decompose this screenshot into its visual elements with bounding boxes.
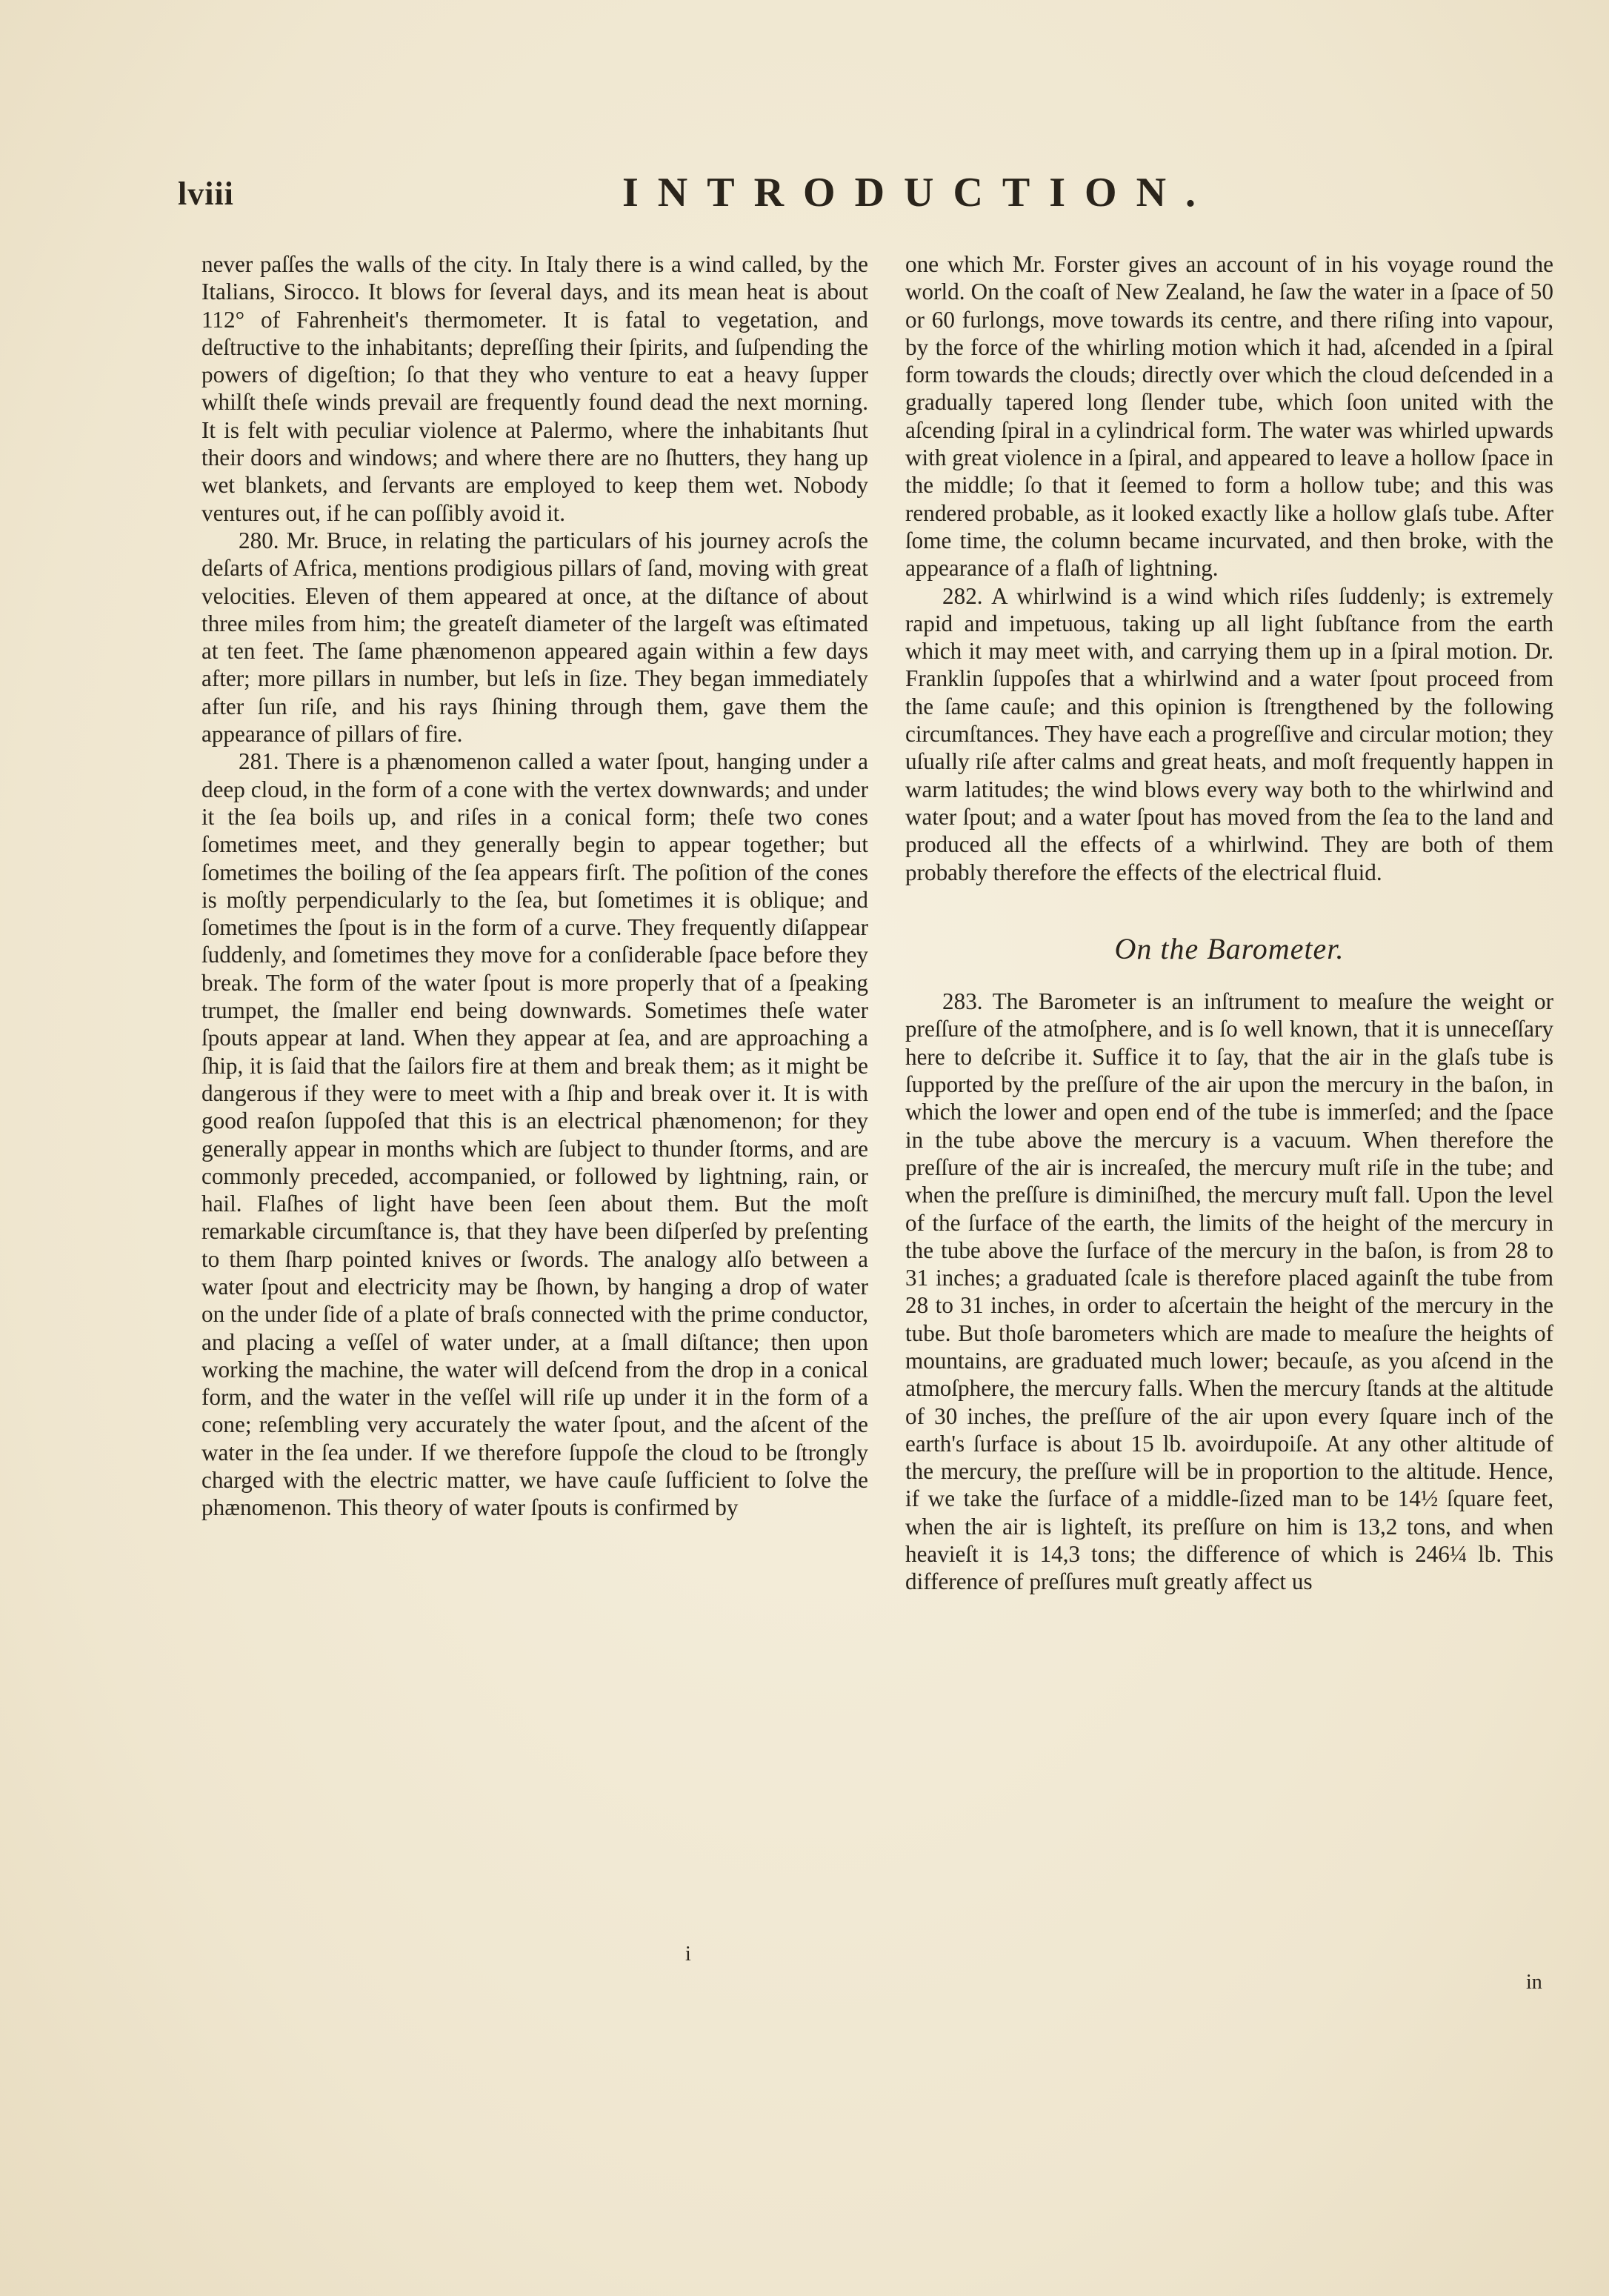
- left-column: [201, 250, 868, 1522]
- catchword: in: [1526, 1971, 1542, 1994]
- signature-mark: i: [685, 1943, 691, 1966]
- paragraph-282: 282. A whirlwind is a wind which riſes ſuddenly; is extremely rapid and impetuous, taking up all light ſubſtance from the earth which it may meet with, and carrying them up in a ſpiral motion. Dr. Franklin ſuppoſes that a whirlwind and a water ſpout proceed from the ſame cauſe; and this opinion is ſtrengthened by the following circumſtances. They have each a progreſſive and circular motion; they uſually riſe after calms and great heats, and moſt frequently happen in warm latitudes; the wind blows every way both to the whirlwind and water ſpout; and a water ſpout has moved from the ſea to the land and produced all the effects of a whirlwind. They are both of them probably therefore the effects of the electrical fluid.: [905, 582, 1553, 885]
- page-number: lviii: [178, 176, 234, 212]
- running-title: INTRODUCTION.: [622, 170, 1216, 216]
- section-heading: On the Barometer.: [1114, 931, 1345, 965]
- paragraph-280: 280. Mr. Bruce, in relating the particulars of his journey acroſs the deſarts of Africa, mentions prodigious pillars of ſand, moving with great velocities. Eleven of them appeared at once, at the diſtance of about three miles from him; the greateſt diameter of the largeſt was eſtimated at ten feet. The ſame phænomenon appeared again within a few days after; more pillars in number, but leſs in ſize. They began immediately after ſun riſe, and his rays ſhining through them, gave them the appearance of pillars of fire.: [201, 527, 868, 748]
- paragraph-continuation-right: one which Mr. Forster gives an account of in his voyage round the world. On the coaſt of New Zealand, he ſaw the water in a ſpace of 50 or 60 furlongs, move towards its centre, and there riſing into vapour, by the force of the whirling motion which it had, aſcended in a ſpiral form towards the clouds; directly over which the cloud deſcended in a gradually tapered long ſlender tube, which ſoon united with the aſcending ſpiral in a cylindrical form. The water was whirled upwards with great violence in a ſpiral, and appeared to leave a hollow ſpace in the middle; ſo that it ſeemed to form a hollow tube; and this was rendered probable, as it looked exactly like a hollow glaſs tube. After ſome time, the column became incurvated, and then broke, with the appearance of a flaſh of lightning.: [905, 251, 1553, 582]
- paragraph-283: 283. The Barometer is an inſtrument to meaſure the weight or preſſure of the atmoſphere, and is ſo well known, that it is unneceſſary here to deſcribe it. Suffice it to ſay, that the air in the glaſs tube is ſupported by the preſſure of the air upon the mercury in the baſon, in which the lower and open end of the tube is immerſed; and the ſpace in the tube above the mercury is a vacuum. When therefore the preſſure of the air is increaſed, the mercury muſt riſe in the tube; and when the preſſure is diminiſhed, the mercury muſt fall. Upon the level of the ſurface of the earth, the limits of the height of the mercury in the tube above the ſurface of the mercury in the baſon, is from 28 to 31 inches; a graduated ſcale is therefore placed againſt the tube from 28 to 31 inches, in order to aſcertain the height of the mercury in the tube. But thoſe barometers which are made to meaſure the heights of mountains, are graduated much lower; becauſe, as you aſcend in the atmoſphere, the mercury falls. When the mercury ſtands at the altitude of 30 inches, the preſſure of the air upon every ſquare inch of the earth's ſurface is about 15 lb. avoirdupoiſe. At any other altitude of the mercury, the preſſure will be in proportion to the altitude. Hence, if we take the ſurface of a middle-ſized man to be 14½ ſquare feet, when the air is lighteſt, its preſſure on him is 13,2 tons, and when heavieſt it is 14,3 tons; the difference of which is 246¼ lb. This difference of preſſures muſt greatly affect us: [905, 988, 1553, 1595]
- page-header: [178, 169, 1556, 221]
- paragraph-281: 281. There is a phænomenon called a water ſpout, hanging under a deep cloud, in the form of a cone with the vertex downwards; and under it the ſea boils up, and riſes in a conical form; theſe two cones ſometimes meet, and they generally begin to appear together; but ſometimes the boiling of the ſea appears firſt. The poſition of the cones is moſtly perpendicularly to the ſea, but ſometimes it is oblique; and ſometimes the ſpout is in the form of a curve. They frequently diſappear ſuddenly, and ſometimes they move for a conſiderable ſpace before they break. The form of the water ſpout is more properly that of a ſpeaking trumpet, the ſmaller end being downwards. Sometimes theſe water ſpouts appear at land. When they appear at ſea, and are approaching a ſhip, it is ſaid that the ſailors fire at them and break them; as it might be dangerous if they were to meet with a ſhip and break over it. It is with good reaſon ſuppoſed that this is an electrical phænomenon; for they generally appear in months which are ſubject to thunder ſtorms, and are commonly preceded, accompanied, or followed by lightning, rain, or hail. Flaſhes of light have been ſeen about them. But the moſt remarkable circumſtance is, that they have been diſperſed by preſenting to them ſharp pointed knives or ſwords. The analogy alſo between a water ſpout and electricity may be ſhown, by hanging a drop of water on the under ſide of a plate of braſs connected with the prime conductor, and placing a veſſel of water under, at a ſmall diſtance; then upon working the machine, the water will deſcend from the drop in a conical form, and the water in the veſſel will riſe up under it in the form of a cone; reſembling very accurately the water ſpout, and the aſcent of the water in the ſea under. If we therefore ſuppoſe the cloud to be ſtrongly charged with the electric matter, we have cauſe ſufficient to ſolve the phænomenon. This theory of water ſpouts is confirmed by: [201, 748, 868, 1521]
- paragraph-continuation: never paſſes the walls of the city. In Italy there is a wind called, by the Italians, Sirocco. It blows for ſeveral days, and its mean heat is about 112° of Fahrenheit's thermometer. It is fatal to vegetation, and deſtructive to the inhabitants; depreſſing their ſpirits, and ſuſpending the powers of digeſtion; ſo that they who venture to eat a heavy ſupper whilſt theſe winds prevail are frequently found dead the next morning. It is felt with peculiar violence at Palermo, where the inhabitants ſhut their doors and windows; and where there are no ſhutters, they hang up wet blankets, and ſervants are employed to keep them wet. Nobody ventures out, if he can poſſibly avoid it.: [201, 251, 868, 526]
- right-column: [905, 250, 1553, 1596]
